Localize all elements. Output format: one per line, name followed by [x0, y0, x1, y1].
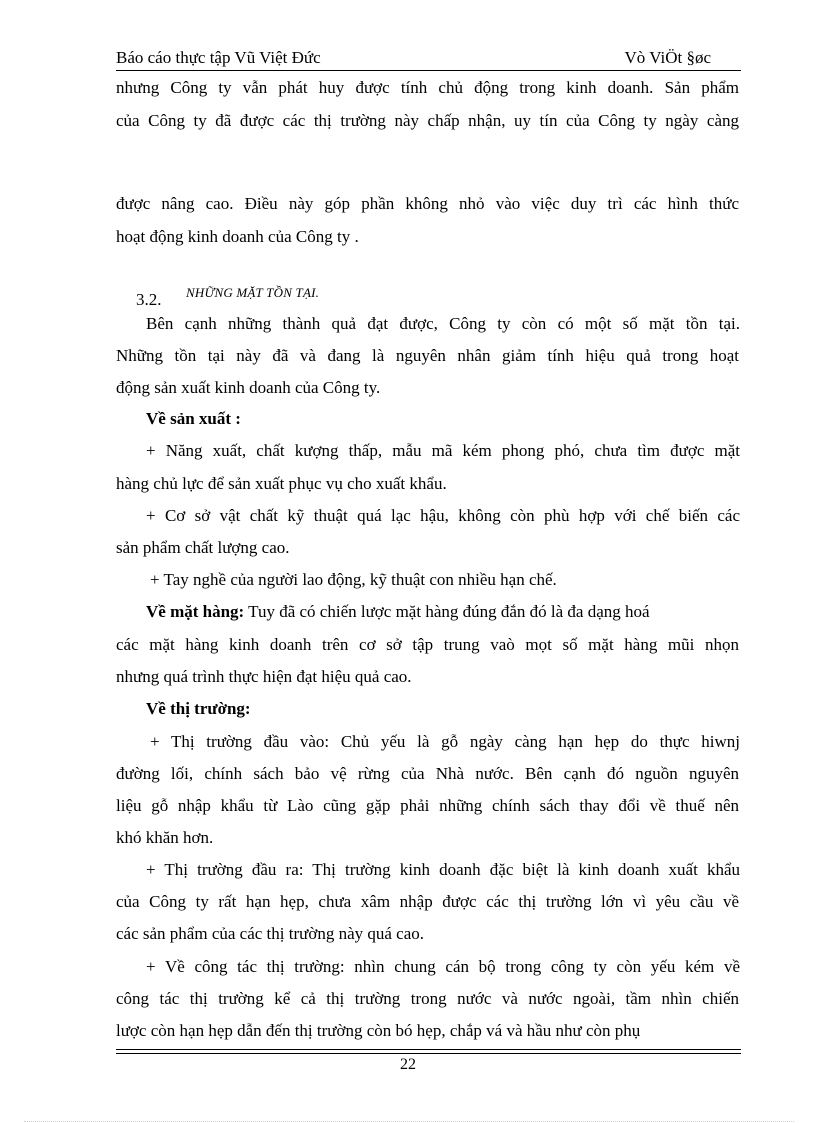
- text-line: + Về công tác thị trường: nhìn chung cán bộ trong công ty còn yếu kém về: [146, 957, 740, 976]
- header-author-name: Vò ViÖt §øc: [624, 48, 711, 67]
- text-line: công tác thị trường kể cả thị trường trong nước và nước ngoài, tầm nhìn chiến: [116, 989, 739, 1008]
- text-line: đường lối, chính sách bảo vệ rừng của Nhà nước. Bên cạnh đó nguồn nguyên: [116, 764, 739, 783]
- heading-products: Về mặt hàng:: [146, 602, 245, 621]
- text-line: sản phẩm chất lượng cao.: [116, 538, 290, 557]
- text-line: động sản xuất kinh doanh của Công ty.: [116, 378, 381, 397]
- text-line: + Năng xuất, chất kượng thấp, mẫu mã kém phong phó, chưa tìm được mặt: [146, 441, 740, 460]
- heading-production: Về sản xuất :: [146, 409, 241, 428]
- text-line: + Cơ sở vật chất kỹ thuật quá lạc hậu, không còn phù hợp với chế biến các: [146, 506, 740, 525]
- text-line: khó khăn hơn.: [116, 828, 214, 847]
- text-line: của Công ty rất hạn hẹp, chưa xâm nhập được các thị trường lớn vì yêu cầu về: [116, 892, 739, 911]
- text-line: nhưng quá trình thực hiện đạt hiệu quả cao.: [116, 667, 412, 686]
- text-line: của Công ty đã được các thị trường này chấp nhận, uy tín của Công ty ngày càng: [116, 111, 739, 130]
- section-title: NHỮNG MẶT TỒN TẠI.: [186, 285, 320, 300]
- header-rule: [116, 70, 741, 71]
- header-report-title: Báo cáo thực tập Vũ Việt Đức: [116, 48, 321, 67]
- text-line: hoạt động kinh doanh của Công ty .: [116, 227, 359, 246]
- text-line: Tuy đã có chiến lược mặt hàng đúng đắn đó là đa dạng hoá: [248, 602, 650, 621]
- text-line: Những tồn tại này đã và đang là nguyên nhân giảm tính hiệu quả trong hoạt: [116, 346, 739, 365]
- text-line: + Tay nghề của người lao động, kỹ thuật con nhiều hạn chế.: [150, 570, 557, 589]
- paragraph-products: [146, 601, 740, 623]
- text-line: các mặt hàng kinh doanh trên cơ sở tập trung vaò mọt số mặt hàng mũi nhọn: [116, 635, 739, 654]
- page-number: 22: [400, 1056, 416, 1073]
- text-line: Bên cạnh những thành quả đạt được, Công ty còn có một số mặt tồn tại.: [146, 314, 740, 333]
- text-line: nhưng Công ty vẫn phát huy được tính chủ động trong kinh doanh. Sản phẩm: [116, 78, 739, 97]
- section-number: 3.2.: [136, 290, 162, 309]
- heading-market: Về thị trường:: [146, 699, 251, 718]
- text-line: + Thị trường đầu vào: Chủ yếu là gỗ ngày càng hạn hẹp do thực hiwnj: [150, 732, 740, 751]
- footer-rule-secondary: [116, 1053, 741, 1054]
- page-bottom-dotted-line: [24, 1121, 794, 1122]
- text-line: liệu gỗ nhập khẩu từ Lào cũng gặp phải những chính sách thay đổi về thuế nên: [116, 796, 739, 815]
- text-line: hàng chủ lực để sản xuất phục vụ cho xuất khẩu.: [116, 474, 447, 493]
- text-line: các sản phẩm của các thị trường này quá cao.: [116, 924, 425, 943]
- footer-rule: [116, 1049, 741, 1050]
- text-line: được nâng cao. Điều này góp phần không nhỏ vào việc duy trì các hình thức: [116, 194, 739, 213]
- text-line: + Thị trường đầu ra: Thị trường kinh doanh đặc biệt là kinh doanh xuất khẩu: [146, 860, 740, 879]
- text-line: lược còn hạn hẹp dẫn đến thị trường còn bó hẹp, chắp vá và hầu như còn phụ: [116, 1021, 641, 1040]
- page-header: [116, 47, 741, 69]
